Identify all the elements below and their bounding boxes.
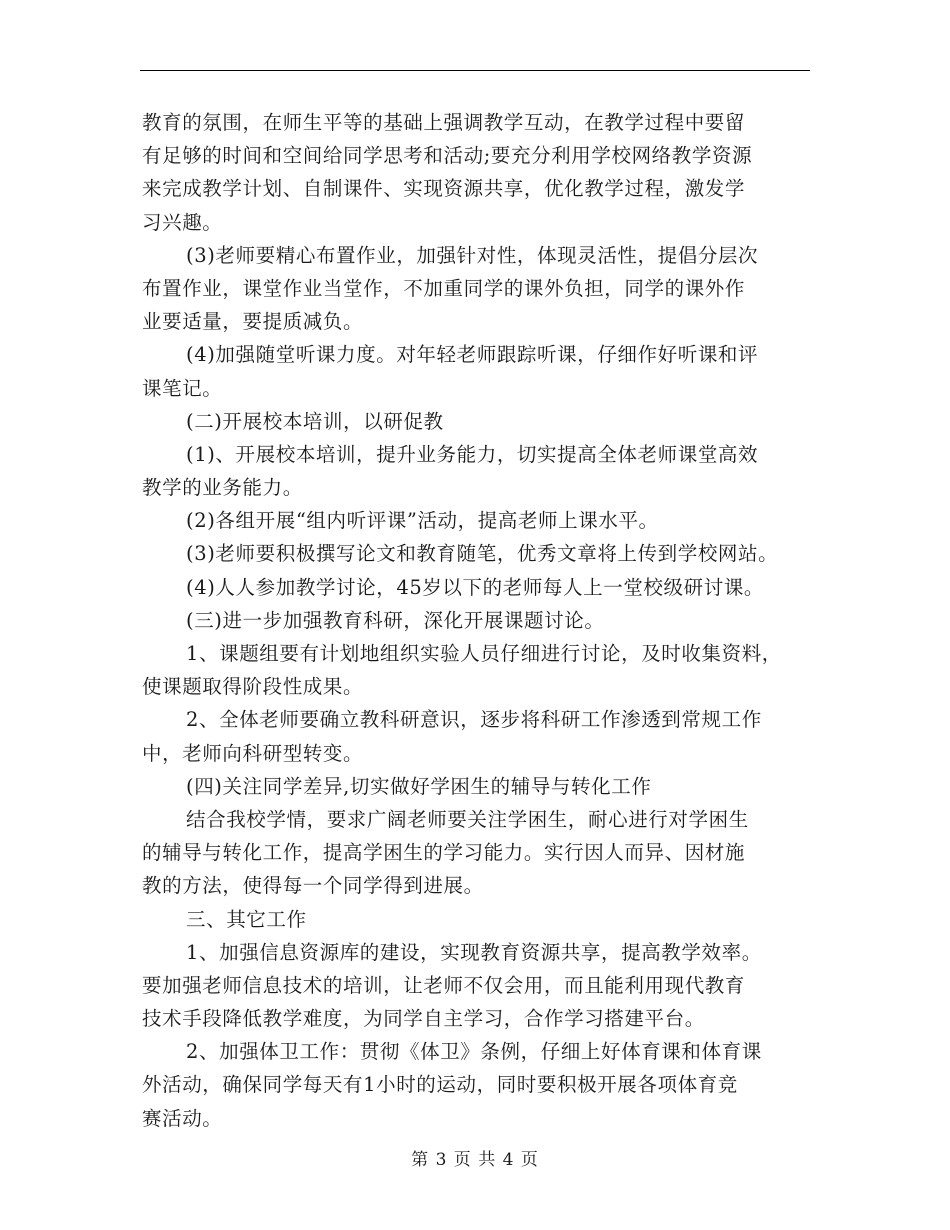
text-line: (1)、开展校本培训，提升业务能力，切实提高全体老师课堂高效 <box>186 442 759 466</box>
text-line: (4)人人参加教学讨论，45岁以下的老师每人上一堂校级研讨课。 <box>186 575 765 599</box>
text-line: 布置作业，课堂作业当堂作，不加重同学的课外负担，同学的课外作 <box>142 276 746 300</box>
text-line: 教的方法，使得每一个同学得到进展。 <box>142 874 484 898</box>
section-heading: (三)进一步加强教育科研，深化开展课题讨论。 <box>186 608 605 632</box>
text-line: (3)老师要积极撰写论文和教育随笔，优秀文章将上传到学校网站。 <box>186 542 779 566</box>
page-number: 第 3 页 共 4 页 <box>411 1150 539 1170</box>
text-line: 赛活动。 <box>142 1106 223 1130</box>
text-line: (3)老师要精心布置作业，加强针对性，体现灵活性，提倡分层次 <box>186 243 759 267</box>
text-line: 2、加强体卫工作：贯彻《体卫》条例，仔细上好体育课和体育课 <box>186 1040 762 1064</box>
text-line: (4)加强随堂听课力度。对年轻老师跟踪听课，仔细作好听课和评 <box>186 343 759 367</box>
text-line: 1、课题组要有计划地组织实验人员仔细进行讨论，及时收集资料， <box>186 642 782 665</box>
text-line: 技术手段降低教学难度，为同学自主学习，合作学习搭建平台。 <box>142 1007 705 1031</box>
header-rule <box>140 70 810 71</box>
text-line: 习兴趣。 <box>142 210 223 234</box>
text-line: 有足够的时间和空间给同学思考和活动;要充分利用学校网络教学资源 <box>142 144 753 168</box>
text-line: 的辅导与转化工作，提高学困生的学习能力。实行因人而异、因材施 <box>142 841 746 865</box>
text-line: 教育的氛围，在师生平等的基础上强调教学互动，在教学过程中要留 <box>142 111 746 134</box>
text-line: 外活动，确保同学每天有1小时的运动，同时要积极开展各项体育竞 <box>142 1073 738 1097</box>
document-body <box>142 106 822 1135</box>
section-heading: (二)开展校本培训，以研促教 <box>186 409 444 433</box>
section-heading: 三、其它工作 <box>186 907 307 931</box>
text-line: 使课题取得阶段性成果。 <box>142 675 364 699</box>
text-line: (2)各组开展“组内听评课”活动，提高老师上课水平。 <box>186 509 659 533</box>
text-line: 课笔记。 <box>142 376 223 400</box>
text-line: 2、全体老师要确立教科研意识，逐步将科研工作渗透到常规工作 <box>186 708 762 732</box>
text-line: 业要适量，要提质减负。 <box>142 310 364 334</box>
text-line: 要加强老师信息技术的培训，让老师不仅会用，而且能利用现代教育 <box>142 973 746 997</box>
section-heading: (四)关注同学差异,切实做好学困生的辅导与转化工作 <box>186 774 652 798</box>
text-line: 来完成教学计划、自制课件、实现资源共享，优化教学过程，激发学 <box>142 177 746 201</box>
text-line: 教学的业务能力。 <box>142 476 303 500</box>
text-line: 1、加强信息资源库的建设，实现教育资源共享，提高教学效率。 <box>186 940 762 964</box>
text-line: 中，老师向科研型转变。 <box>142 741 364 765</box>
text-line: 结合我校学情，要求广阔老师要关注学困生，耐心进行对学困生 <box>186 807 749 831</box>
